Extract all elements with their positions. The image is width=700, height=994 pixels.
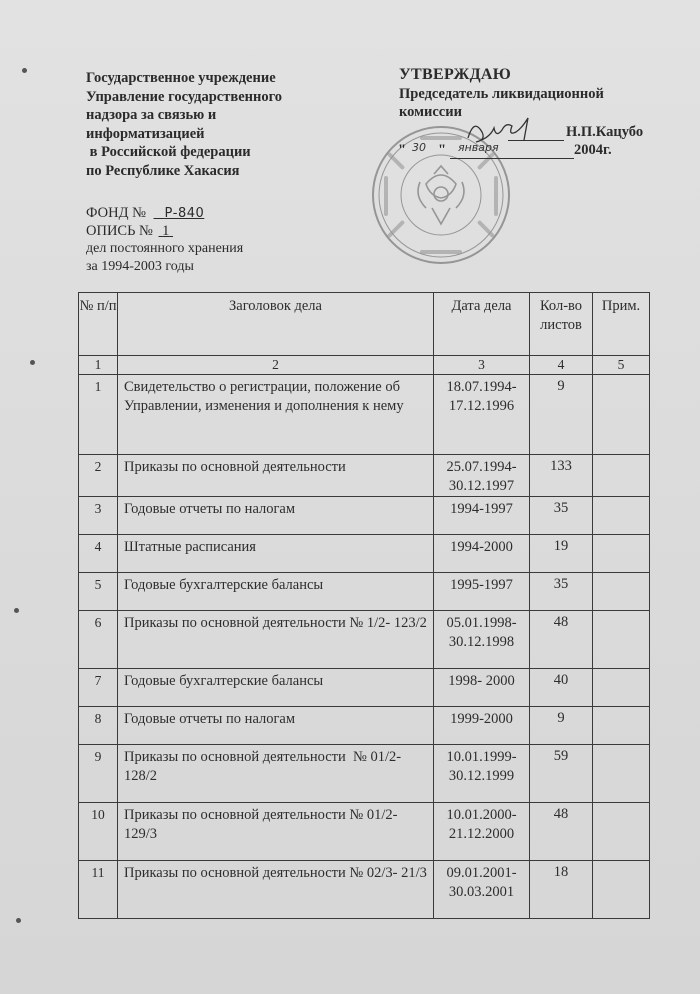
inventory-table: [78, 292, 650, 919]
table-row: [79, 611, 650, 669]
col-number: 5: [593, 356, 650, 375]
case-date: 10.01.2000-21.12.2000: [434, 803, 530, 861]
sheet-count: 48: [530, 803, 593, 861]
case-note: [593, 535, 650, 573]
case-date: 25.07.1994-30.12.1997: [434, 455, 530, 497]
signer-position-2: комиссии: [399, 104, 462, 120]
table-row: [79, 455, 650, 497]
fond-block: [86, 204, 243, 276]
case-title: Приказы по основной деятельности № 01/2- 129/3: [118, 803, 434, 861]
sheet-count: 59: [530, 745, 593, 803]
sheet-count: 9: [530, 707, 593, 745]
punch-mark: [22, 68, 27, 73]
case-title: Приказы по основной деятельности: [118, 455, 434, 497]
col-header-note: Прим.: [593, 293, 650, 356]
case-date: 10.01.1999-30.12.1999: [434, 745, 530, 803]
case-title: Годовые отчеты по налогам: [118, 497, 434, 535]
date-quote-open: ": [398, 142, 407, 158]
sheet-count: 35: [530, 497, 593, 535]
case-note: [593, 669, 650, 707]
case-title: Приказы по основной деятельности № 02/3- 21/3: [118, 861, 434, 919]
case-title: Штатные расписания: [118, 535, 434, 573]
row-number: 7: [79, 669, 118, 707]
opis-number: 1: [162, 223, 170, 239]
org-line: Управление государственного: [86, 88, 283, 105]
row-number: 10: [79, 803, 118, 861]
case-note: [593, 745, 650, 803]
case-date: 1994-1997: [434, 497, 530, 535]
org-line: надзора за связью и: [86, 107, 217, 123]
row-number: 4: [79, 535, 118, 573]
signature-line: [398, 124, 660, 144]
fond-label: ФОНД №: [86, 205, 146, 221]
row-number: 5: [79, 573, 118, 611]
col-number: 2: [118, 356, 434, 375]
case-title: Свидетельство о регистрации, положение об Управлении, изменения и дополнения к нему: [118, 375, 434, 455]
case-note: [593, 375, 650, 455]
col-header-date: Дата дела: [434, 293, 530, 356]
table-row: [79, 861, 650, 919]
case-note: [593, 611, 650, 669]
row-number: 2: [79, 455, 118, 497]
row-number: 6: [79, 611, 118, 669]
approve-heading: УТВЕРЖДАЮ: [399, 66, 512, 83]
fond-row: [86, 204, 243, 222]
sheet-count: 9: [530, 375, 593, 455]
sheet-count: 133: [530, 455, 593, 497]
signer-name: Н.П.Кацубо: [566, 124, 644, 140]
org-line: Государственное учреждение: [86, 70, 276, 86]
sheet-count: 48: [530, 611, 593, 669]
organization-header: [86, 69, 356, 180]
case-date: 1998- 2000: [434, 669, 530, 707]
case-title: Приказы по основной деятельности № 1/2- 123/2: [118, 611, 434, 669]
org-line: по Республике Хакасия: [86, 162, 240, 179]
row-number: 9: [79, 745, 118, 803]
col-header-number: № п/п: [79, 293, 118, 356]
table-header-row: [79, 293, 650, 356]
row-number: 8: [79, 707, 118, 745]
col-header-sheets: Кол-во листов: [530, 293, 593, 356]
date-quote-close: ": [438, 142, 447, 158]
date-year: 2004г.: [574, 142, 612, 158]
case-note: [593, 707, 650, 745]
date-month: января: [458, 141, 499, 154]
signature-underline: [508, 140, 564, 141]
row-number: 11: [79, 861, 118, 919]
org-line: в Российской федерации: [86, 144, 251, 160]
row-number: 3: [79, 497, 118, 535]
case-date: 05.01.1998-30.12.1998: [434, 611, 530, 669]
table-row: [79, 573, 650, 611]
table-row: [79, 803, 650, 861]
fond-description: дел постоянного хранения: [86, 241, 244, 256]
case-note: [593, 455, 650, 497]
date-underline: [450, 158, 574, 159]
approval-date: [398, 142, 660, 162]
punch-mark: [30, 360, 35, 365]
case-title: Годовые отчеты по налогам: [118, 707, 434, 745]
punch-mark: [16, 918, 21, 923]
table-row: [79, 669, 650, 707]
col-header-title: Заголовок дела: [118, 293, 434, 356]
fond-number: Р-840: [164, 206, 205, 221]
row-number: 1: [79, 375, 118, 455]
case-title: Годовые бухгалтерские балансы: [118, 573, 434, 611]
sheet-count: 19: [530, 535, 593, 573]
col-number: 1: [79, 356, 118, 375]
date-day: 30: [412, 141, 426, 154]
table-row: [79, 707, 650, 745]
signer-position: Председатель ликвидационной: [399, 85, 604, 102]
sheet-count: 40: [530, 669, 593, 707]
table-row: [79, 375, 650, 455]
table-row: [79, 535, 650, 573]
case-title: Приказы по основной деятельности № 01/2- 128/2: [118, 745, 434, 803]
case-date: 1995-1997: [434, 573, 530, 611]
col-number: 3: [434, 356, 530, 375]
column-number-row: [79, 356, 650, 375]
case-note: [593, 573, 650, 611]
org-line: информатизацией: [86, 125, 205, 142]
opis-row: [86, 222, 243, 240]
sheet-count: 18: [530, 861, 593, 919]
table-row: [79, 497, 650, 535]
opis-label: ОПИСЬ №: [86, 223, 153, 239]
case-note: [593, 861, 650, 919]
sheet-count: 35: [530, 573, 593, 611]
fond-years: за 1994-2003 годы: [86, 259, 194, 274]
punch-mark: [14, 608, 19, 613]
case-date: 1994-2000: [434, 535, 530, 573]
case-note: [593, 803, 650, 861]
case-date: 1999-2000: [434, 707, 530, 745]
col-number: 4: [530, 356, 593, 375]
case-date: 18.07.1994-17.12.1996: [434, 375, 530, 455]
case-title: Годовые бухгалтерские балансы: [118, 669, 434, 707]
table-row: [79, 745, 650, 803]
case-note: [593, 497, 650, 535]
case-date: 09.01.2001-30.03.2001: [434, 861, 530, 919]
